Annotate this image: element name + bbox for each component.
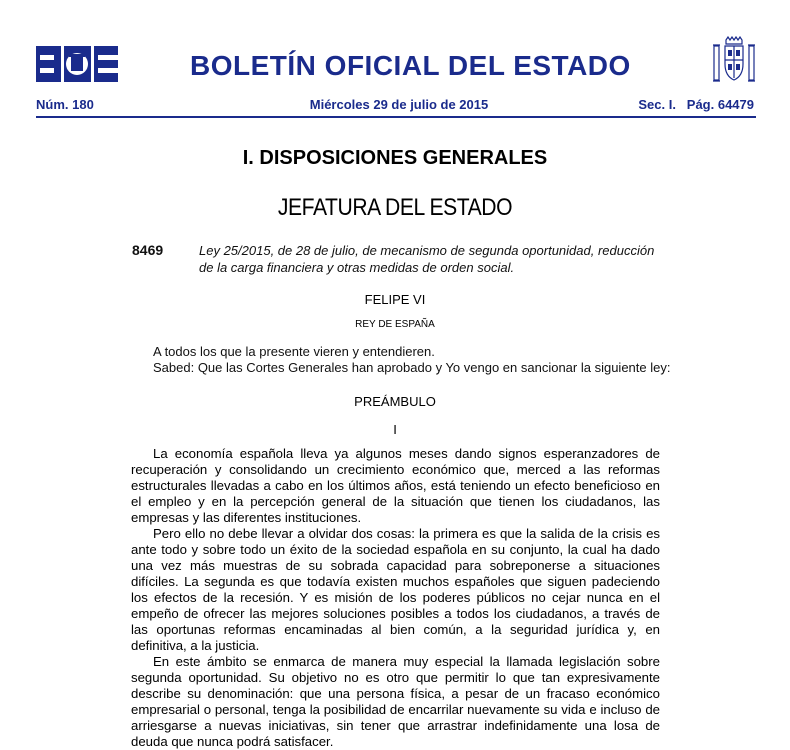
preamble-part: I	[393, 422, 397, 437]
issue-date: Miércoles 29 de julio de 2015	[309, 97, 489, 112]
monarch-name: FELIPE VI	[364, 292, 426, 307]
disposition-number: 8469	[132, 242, 164, 258]
paragraph: Pero ello no debe llevar a olvidar dos cosas: la primera es que la salida de la crisis es ante todo y sobre todo un éxito de la sociedad española en su conjunto, la cual ha dado una vez más muestras de su sobrada capacidad para sobreponerse a situaciones difíciles. La segunda es que todavía existen muchos españoles que siguen padeciendo los efectos de la recesión. Y es misión de los poderes públicos no cejar nunca en el empeño de ofrecer las mejores soluciones posibles a todos los ciudadanos, a través de las oportunas reformas encaminadas al bien común, a la seguridad jurídica y, en definitiva, a la justicia.	[131, 526, 660, 653]
boe-logo	[36, 46, 118, 82]
header-rule	[36, 116, 756, 118]
coat-of-arms-icon	[712, 36, 756, 88]
gazette-title: BOLETÍN OFICIAL DEL ESTADO	[190, 50, 631, 81]
paragraph: La economía española lleva ya algunos meses dando signos esperanzadores de recuperación y consolidando un crecimiento económico que, merced a las reformas estructurales llevadas a cabo en los últimos años, está teniendo un efecto beneficioso en el empleo y en la percepción general de la situación que tienen los ciudadanos, las empresas y las diferentes instituciones.	[131, 446, 660, 525]
preamble-body	[131, 446, 660, 750]
section-title: I. DISPOSICIONES GENERALES	[242, 147, 548, 169]
paragraph: En este ámbito se enmarca de manera muy especial la llamada legislación sobre segunda oportunidad. Su objetivo no es otro que permitir lo que tan expresivamente describe su denominación: que una persona física, a pesar de un fracaso económico empresarial o personal, tenga la posibilidad de encarrilar nuevamente su vida e incluso de arriesgarse a nuevas iniciativas, sin tener que arrastrar indefinidamente una losa de deuda que nunca podrá satisfacer.	[131, 654, 660, 749]
intro-line-2: Sabed: Que las Cortes Generales han aprobado y Yo vengo en sancionar la siguiente ley:	[153, 360, 671, 375]
preamble-heading: PREÁMBULO	[354, 394, 436, 409]
issue-number: Núm. 180	[36, 97, 94, 112]
disposition-title: Ley 25/2015, de 28 de julio, de mecanismo de segunda oportunidad, reducción de la carga financiera y otras medidas de orden social.	[199, 243, 655, 275]
intro-line-1: A todos los que la presente vieren y entendieren.	[153, 344, 435, 359]
department-title: JEFATURA DEL ESTADO	[277, 194, 513, 221]
monarch-title: REY DE ESPAÑA	[355, 319, 435, 330]
section-page: Sec. I. Pág. 64479	[638, 97, 754, 112]
page-header	[0, 0, 790, 120]
